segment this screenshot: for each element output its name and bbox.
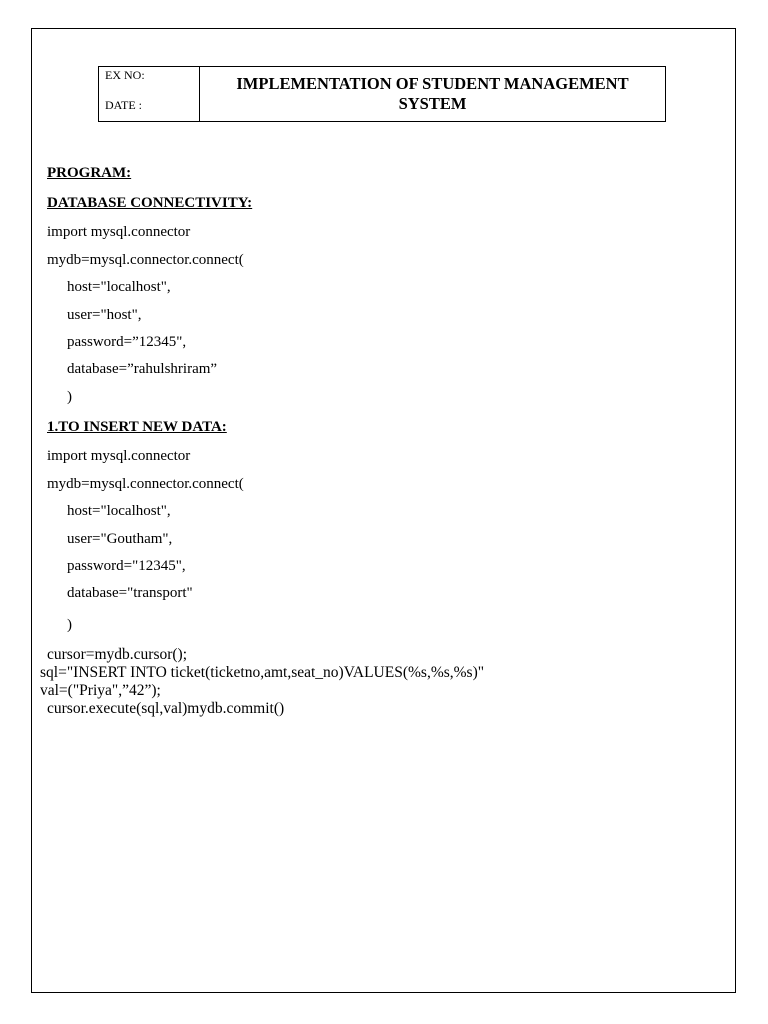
db-connectivity-heading: DATABASE CONNECTIVITY: bbox=[47, 195, 253, 211]
program-heading: PROGRAM: bbox=[47, 165, 132, 181]
code-line: mydb=mysql.connector.connect( bbox=[47, 476, 244, 492]
code-line: ) bbox=[67, 389, 72, 405]
insert-data-heading: 1.TO INSERT NEW DATA: bbox=[47, 419, 227, 435]
code-line: cursor=mydb.cursor(); bbox=[47, 646, 188, 663]
code-line: password=”12345", bbox=[67, 334, 187, 350]
code-line: host="localhost", bbox=[67, 279, 171, 295]
code-line: mydb=mysql.connector.connect( bbox=[47, 252, 244, 268]
title-line-1: IMPLEMENTATION OF STUDENT MANAGEMENT bbox=[236, 74, 629, 93]
code-line: val=("Priya",”42”); bbox=[40, 682, 161, 699]
date-label: DATE : bbox=[105, 98, 142, 112]
code-line: user="Goutham", bbox=[67, 531, 173, 547]
header-table bbox=[98, 66, 666, 122]
title-line-2: SYSTEM bbox=[398, 94, 467, 113]
code-line: cursor.execute(sql,val)mydb.commit() bbox=[47, 700, 285, 717]
header-meta-cell bbox=[99, 67, 200, 121]
ex-no-label: EX NO: bbox=[105, 68, 145, 82]
code-line: import mysql.connector bbox=[47, 448, 191, 464]
document-title bbox=[200, 67, 665, 121]
code-line: password="12345", bbox=[67, 558, 186, 574]
code-line: host="localhost", bbox=[67, 503, 171, 519]
code-line: database="transport" bbox=[67, 585, 193, 601]
code-line: ) bbox=[67, 617, 72, 633]
code-line: user="host", bbox=[67, 307, 142, 323]
code-line: sql="INSERT INTO ticket(ticketno,amt,seat_no)VALUES(%s,%s,%s)" bbox=[40, 664, 485, 681]
code-line: database=”rahulshriram” bbox=[67, 361, 218, 377]
code-line: import mysql.connector bbox=[47, 224, 191, 240]
